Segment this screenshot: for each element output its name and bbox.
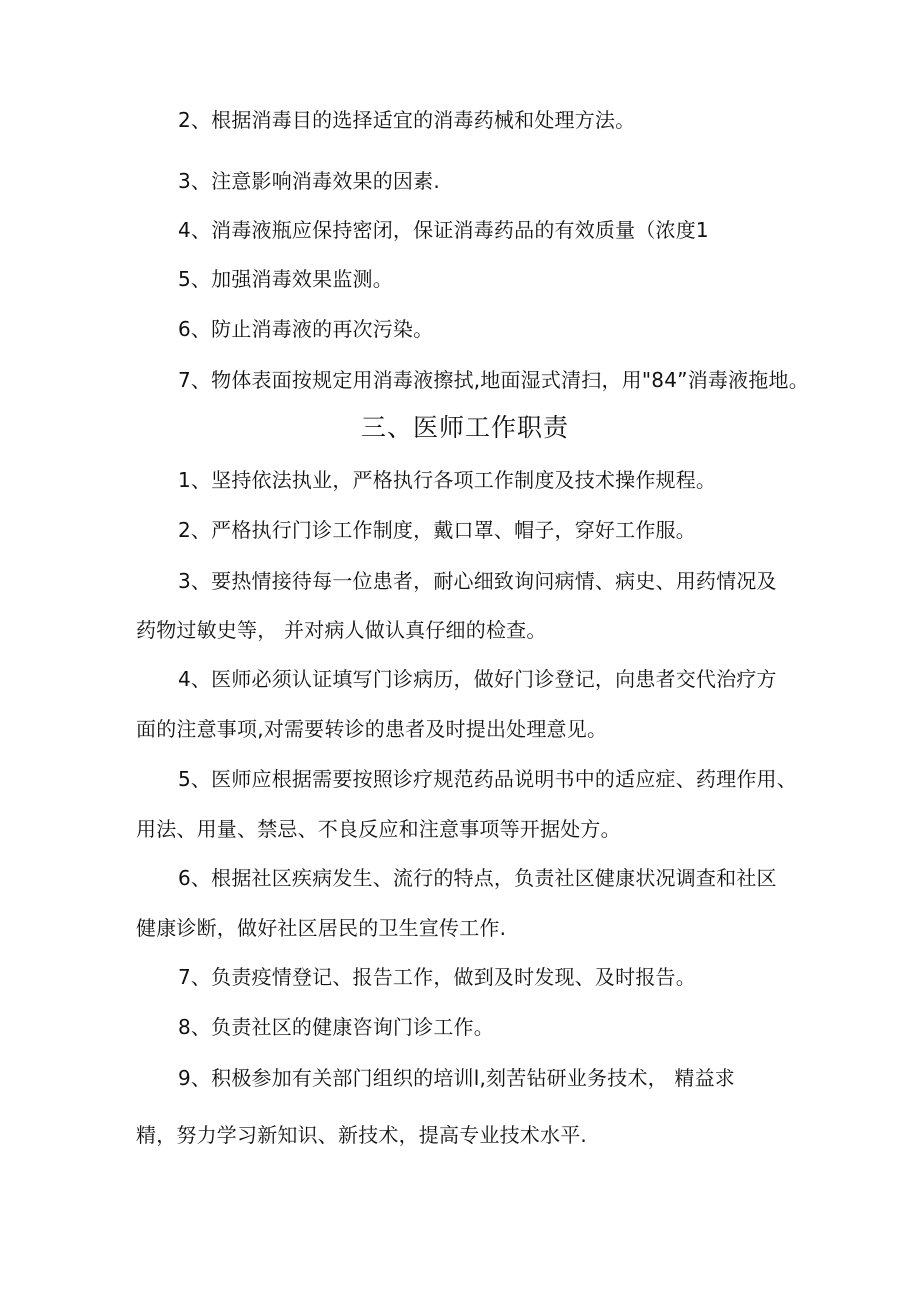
section-two-item-3: 3、注意影响消毒效果的因素. (178, 169, 440, 193)
duty-item-9-continued: 精，努力学习新知识、新技术，提高专业技术水平. (136, 1123, 587, 1147)
duty-item-7: 7、负责疫情登记、报告工作，做到及时发现、及时报告。 (178, 965, 696, 989)
section-two-item-7: 7、物体表面按规定用消毒液擦拭,地面湿式清扫，用"84”消毒液拖地。 (178, 368, 809, 392)
section-three-title: 三、医师工作职责 (361, 413, 570, 442)
section-two-item-4: 4、消毒液瓶应保持密闭，保证消毒药品的有效质量（浓度1 (178, 218, 709, 242)
duty-item-8: 8、负责社区的健康咨询门诊工作。 (178, 1015, 494, 1039)
duty-item-1: 1、坚持依法执业，严格执行各项工作制度及技术操作规程。 (178, 468, 717, 492)
duty-item-5-continued: 用法、用量、禁忌、不良反应和注意事项等开据处方。 (136, 817, 621, 841)
section-two-item-5: 5、加强消毒效果监测。 (178, 267, 393, 291)
duty-item-5: 5、医师应根据需要按照诊疗规范药品说明书中的适应症、药理作用、 (178, 767, 797, 791)
duty-item-3: 3、要热情接待每一位患者，耐心细致询问病情、病史、用药情况及 (178, 569, 777, 593)
duty-item-4: 4、医师必须认证填写门诊病历，做好门诊登记，向患者交代治疗方 (178, 667, 777, 691)
duty-item-3-continued: 药物过敏史等， 并对病人做认真仔细的检查。 (136, 618, 547, 642)
section-two-item-6: 6、防止消毒液的再次污染。 (178, 317, 434, 341)
section-two-item-2: 2、根据消毒目的选择适宜的消毒药械和处理方法。 (178, 108, 636, 132)
duty-item-6: 6、根据社区疾病发生、流行的特点，负责社区健康状况调查和社区 (178, 866, 777, 890)
duty-item-2: 2、严格执行门诊工作制度，戴口罩、帽子，穿好工作服。 (178, 518, 696, 542)
duty-item-6-continued: 健康诊断，做好社区居民的卫生宣传工作. (136, 916, 507, 940)
duty-item-4-continued: 面的注意事项,对需要转诊的患者及时提出处理意见。 (136, 717, 608, 741)
duty-item-9: 9、积极参加有关部门组织的培训l,刻苦钻研业务技术， 精益求 (178, 1066, 735, 1090)
